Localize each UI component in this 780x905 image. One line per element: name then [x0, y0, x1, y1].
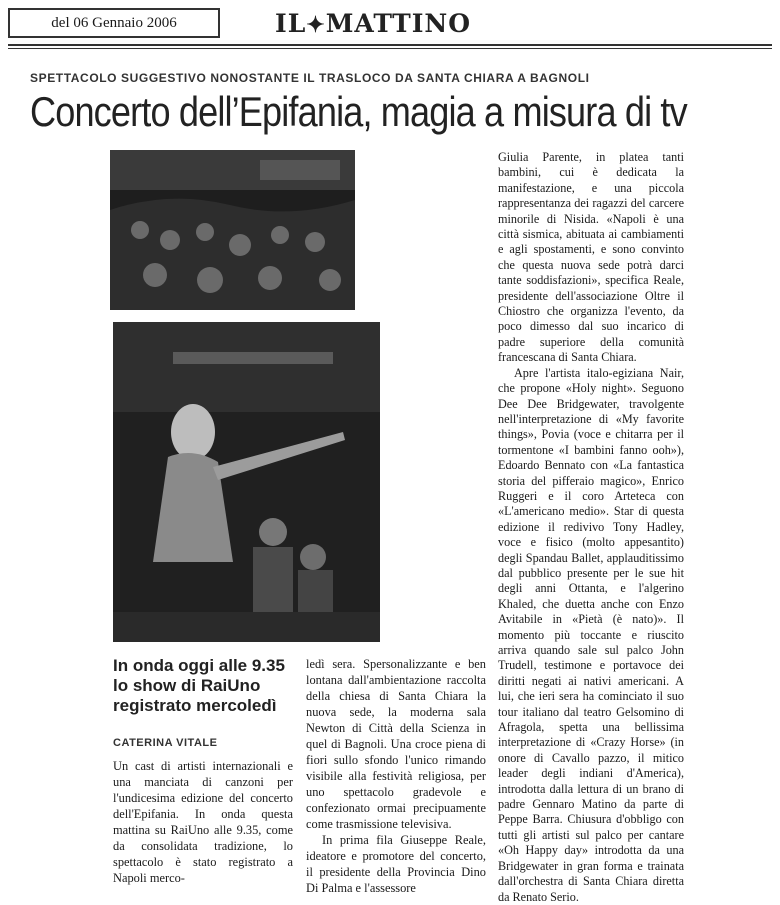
masthead-left: IL	[275, 9, 307, 38]
paragraph: Apre l'artista italo-egiziana Nair, che propone «Holy night». Seguono Dee Dee Bridgewater, travolgente nell'interpretazione di «My favorite things», Povia (voce e chitarra per il tormentone «I bambini fanno ooh»), Edoardo Bennato con «La fantastica storia del pifferaio magico», Enrico Ruggeri e il coro Arteteca con «L'americano medio». Star di questa edizione il redivivo Tony Hadley, voce e fisico (molto appesantito) degli Spandau Ballet, applauditissimo dal pubblico presente per le sue hit degli anni Ottanta, e l'algerino Khaled, che duetta anche con Enzo Avitabile in «Pietà (è nato)». Il momento più toccante e riuscito arriva quando sale sul palco John Trudell, testimone e portavoce dei diritti negati ai nativi americani. A lui, che ieri sera ha cominciato il suo tour italiano dal teatro Gelsomino di Afragola, spetta una bellissima interpretazione di «Crazy Horse» (in onore di Cavallo pazzo, il mitico leader degli indiani d'America), introdotta dalla lettura di un brano di padre Gennaro Matino da parte di Peppe Barra. Chiusura d'obbligo con tutti gli artisti sul palco per cantare «Oh Happy day» introdotta da una Bridgewater in gran forma e trainata dall'orchestra di Santa Chiara diretta da Renato Serio.	[498, 365, 684, 904]
masthead-right: MATTINO	[325, 9, 472, 38]
paragraph: Giulia Parente, in platea tanti bambini, cui è dedicata la manifestazione, e una piccola rappresentanza dei ragazzi del carcere minorile di Nisida. «Napoli è una città sismica, abituata ai cambiamenti e agli spostamenti, e sono convinto che questa nuova sede potrà darci tante soddisfazioni», specifica Reale, presidente dell'associazione Oltre il Chiostro che organizza l'evento, da poco dimesso dal suo incarico di padre superiore della comunità francescana di Santa Chiara.	[498, 150, 684, 365]
publication-date: del 06 Gennaio 2006	[51, 14, 177, 31]
paragraph: ledì sera. Spersonalizzante e ben lontana dall'ambientazione raccolta della chiesa di Santa Chiara la nuova sede, la moderna sala Newton di Città della Scienza in quel di Bagnoli. Una croce piena di fiori sullo sfondo l'unico rimando visibile alla festività religiosa, per uno spettacolo gradevole e confezionato ormai precipuamente come trasmissione televisiva.	[306, 657, 486, 831]
paragraph: Un cast di artisti internazionali e una manciata di canzoni per l'undicesima edizione del concerto dell'Epifania. In onda questa mattina su RaiUno alle 9.35, come da consolidata tradizione, lo spettacolo è stato registrato a Napoli merco-	[113, 759, 293, 885]
masthead-rule-top	[8, 44, 772, 46]
date-box	[8, 8, 220, 38]
article-column-1	[113, 758, 293, 886]
article-headline: Concerto dell’Epifania, magia a misura di tv	[30, 88, 687, 135]
article-column-3	[498, 150, 684, 905]
star-logo-icon: ✦	[306, 12, 326, 38]
photo-singer	[113, 322, 380, 642]
photo-audience	[110, 150, 355, 310]
article-kicker: SPETTACOLO SUGGESTIVO NONOSTANTE IL TRASLOCO DA SANTA CHIARA A BAGNOLI	[30, 71, 590, 85]
masthead-rule-bottom	[8, 48, 772, 49]
article-byline: CATERINA VITALE	[113, 737, 218, 749]
article-subheadline: In onda oggi alle 9.35 lo show di RaiUno registrato mercoledì	[113, 656, 285, 715]
paragraph: In prima fila Giuseppe Reale, ideatore e promotore del concerto, il presidente della Provincia Dino Di Palma e l'assessore	[306, 833, 486, 895]
newspaper-masthead	[275, 9, 471, 38]
article-column-2	[306, 656, 486, 896]
